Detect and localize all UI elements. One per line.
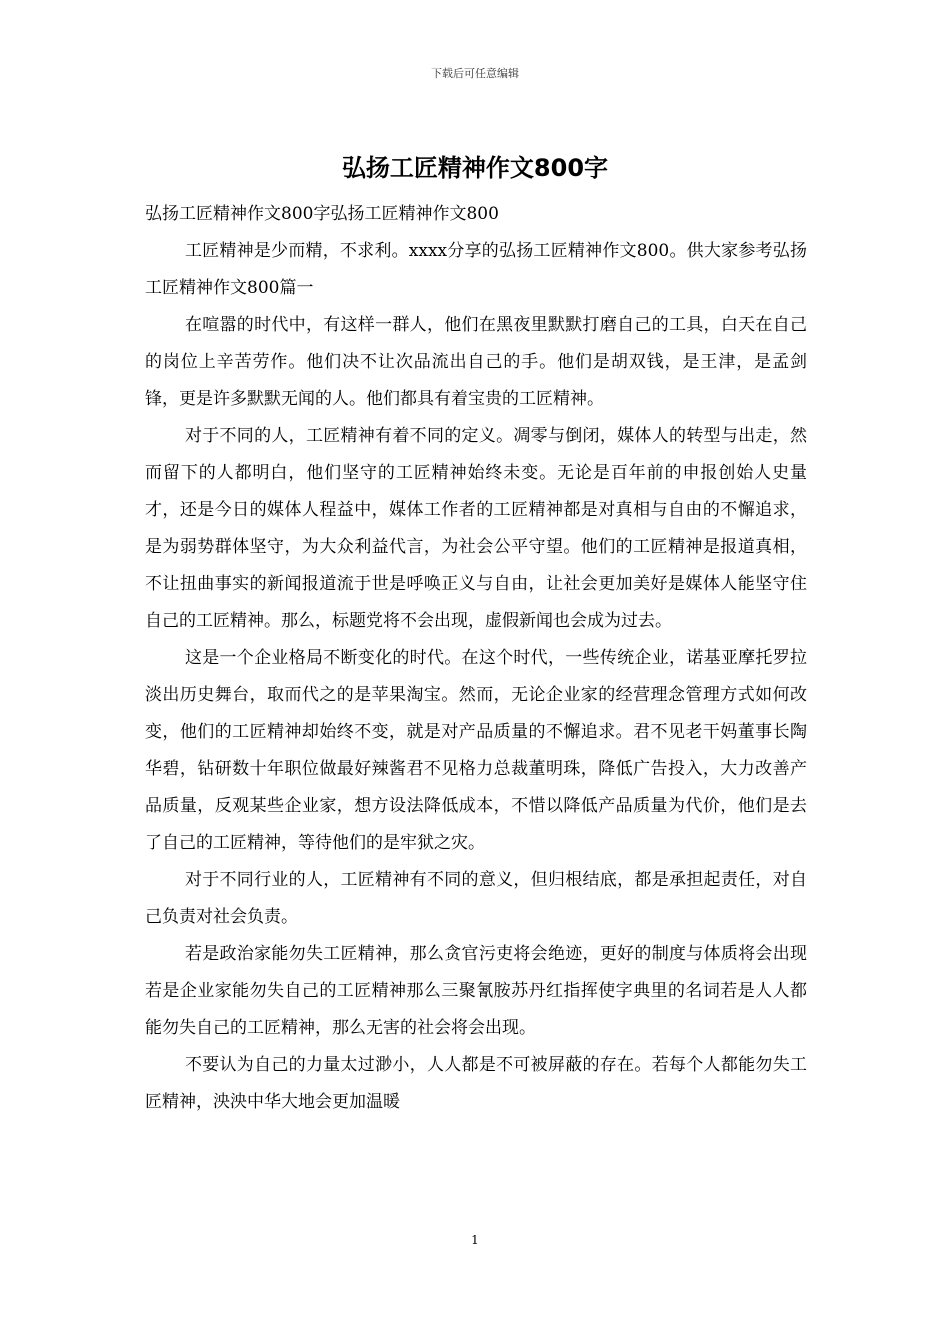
page-number: 1 (471, 1233, 479, 1247)
body-paragraph: 对于不同的人，工匠精神有着不同的定义。凋零与倒闭，媒体人的转型与出走，然而留下的人都明白，他们坚守的工匠精神始终未变。无论是百年前的申报创始人史量才，还是今日的媒体人程益中，媒体工作者的工匠精神都是对真相与自由的不懈追求，是为弱势群体坚守，为大众利益代言，为社会公平守望。他们的工匠精神是报道真相，不让扭曲事实的新闻报道流于世是呼唤正义与自由，让社会更加美好是媒体人能坚守住自己的工匠精神。那么，标题党将不会出现，虚假新闻也会成为过去。 (145, 426, 807, 631)
body-paragraph: 不要认为自己的力量太过渺小，人人都是不可被屏蔽的存在。若每个人都能勿失工匠精神，泱泱中华大地会更加温暖 (145, 1055, 807, 1112)
body-paragraph: 对于不同行业的人，工匠精神有不同的意义，但归根结底，都是承担起责任，对自己负责对社会负责。 (145, 870, 807, 927)
body-paragraph: 工匠精神是少而精，不求利。xxxx分享的弘扬工匠精神作文800。供大家参考弘扬工匠精神作文800篇一 (145, 241, 807, 298)
document-title: 弘扬工匠精神作文800字 (341, 154, 609, 182)
page-header-note: 下载后可任意编辑 (431, 67, 519, 80)
document-subtitle: 弘扬工匠精神作文800字弘扬工匠精神作文800 (145, 204, 499, 224)
body-paragraph: 这是一个企业格局不断变化的时代。在这个时代，一些传统企业，诺基亚摩托罗拉淡出历史舞台，取而代之的是苹果淘宝。然而，无论企业家的经营理念管理方式如何改变，他们的工匠精神却始终不变，就是对产品质量的不懈追求。君不见老干妈董事长陶华碧，钻研数十年职位做最好辣酱君不见格力总裁董明珠，降低广告投入，大力改善产品质量，反观某些企业家，想方设法降低成本，不惜以降低产品质量为代价，他们是去了自己的工匠精神，等待他们的是牢狱之灾。 (145, 648, 807, 853)
document-body (145, 196, 807, 1121)
body-paragraph: 若是政治家能勿失工匠精神，那么贪官污吏将会绝迹，更好的制度与体质将会出现若是企业家能勿失自己的工匠精神那么三聚氰胺苏丹红指挥使字典里的名词若是人人都能勿失自己的工匠精神，那么无害的社会将会出现。 (145, 944, 807, 1038)
body-paragraph: 在喧嚣的时代中，有这样一群人，他们在黑夜里默默打磨自己的工具，白天在自己的岗位上辛苦劳作。他们决不让次品流出自己的手。他们是胡双钱，是王津，是孟剑锋，更是许多默默无闻的人。他们都具有着宝贵的工匠精神。 (145, 315, 807, 409)
